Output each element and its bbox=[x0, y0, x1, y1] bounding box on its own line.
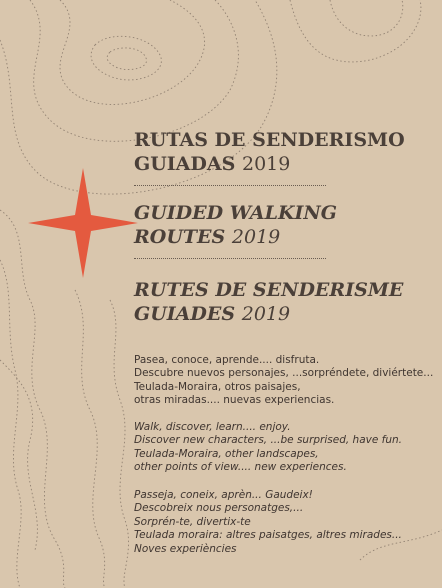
paragraph-line: Noves experiències bbox=[134, 542, 237, 555]
title-spanish bbox=[134, 128, 434, 176]
paragraph-line: Discover new characters, ...be surprised, have fun. bbox=[134, 434, 402, 447]
paragraph-line: Pasea, conoce, aprende.... disfruta. bbox=[134, 354, 320, 366]
paragraph-line: otras miradas.... nuevas experiencias. bbox=[134, 394, 335, 407]
title-catalan bbox=[134, 278, 434, 326]
paragraph-spanish bbox=[134, 354, 439, 408]
dotted-divider bbox=[134, 185, 326, 186]
title-catalan-line2: GUIADES bbox=[134, 303, 236, 325]
title-english bbox=[134, 201, 434, 249]
title-spanish-year: 2019 bbox=[242, 153, 291, 175]
paragraph-line: Descobreix nous personatges,... bbox=[134, 502, 304, 515]
paragraph-line: Teulada-Moraira, other landscapes, bbox=[134, 447, 319, 460]
paragraph-line: other points of view.... new experiences. bbox=[134, 461, 347, 474]
paragraph-line: Passeja, coneix, aprèn... Gaudeix! bbox=[134, 489, 313, 501]
paragraph-line: Teulada moraira: altres paisatges, altres mirades... bbox=[134, 529, 402, 542]
title-spanish-line1: RUTAS DE SENDERISMO bbox=[134, 129, 405, 151]
title-catalan-year: 2019 bbox=[241, 303, 291, 325]
paragraph-line: Teulada-Moraira, otros paisajes, bbox=[134, 380, 301, 393]
title-english-year: 2019 bbox=[231, 226, 281, 248]
title-catalan-line1: RUTES DE SENDERISME bbox=[134, 279, 404, 301]
paragraph-english bbox=[134, 421, 439, 475]
title-english-line1: GUIDED WALKING bbox=[134, 202, 337, 224]
paragraph-catalan bbox=[134, 489, 439, 556]
compass-rose-icon bbox=[28, 168, 138, 278]
paragraph-line: Walk, discover, learn.... enjoy. bbox=[134, 421, 291, 433]
title-english-line2: ROUTES bbox=[134, 226, 226, 248]
paragraph-line: Descubre nuevos personajes, ...sorpréndete, diviértete... bbox=[134, 367, 434, 380]
paragraph-line: Sorprén-te, divertix-te bbox=[134, 515, 251, 528]
title-spanish-line2: GUIADAS bbox=[134, 153, 236, 175]
dotted-divider bbox=[134, 258, 326, 259]
